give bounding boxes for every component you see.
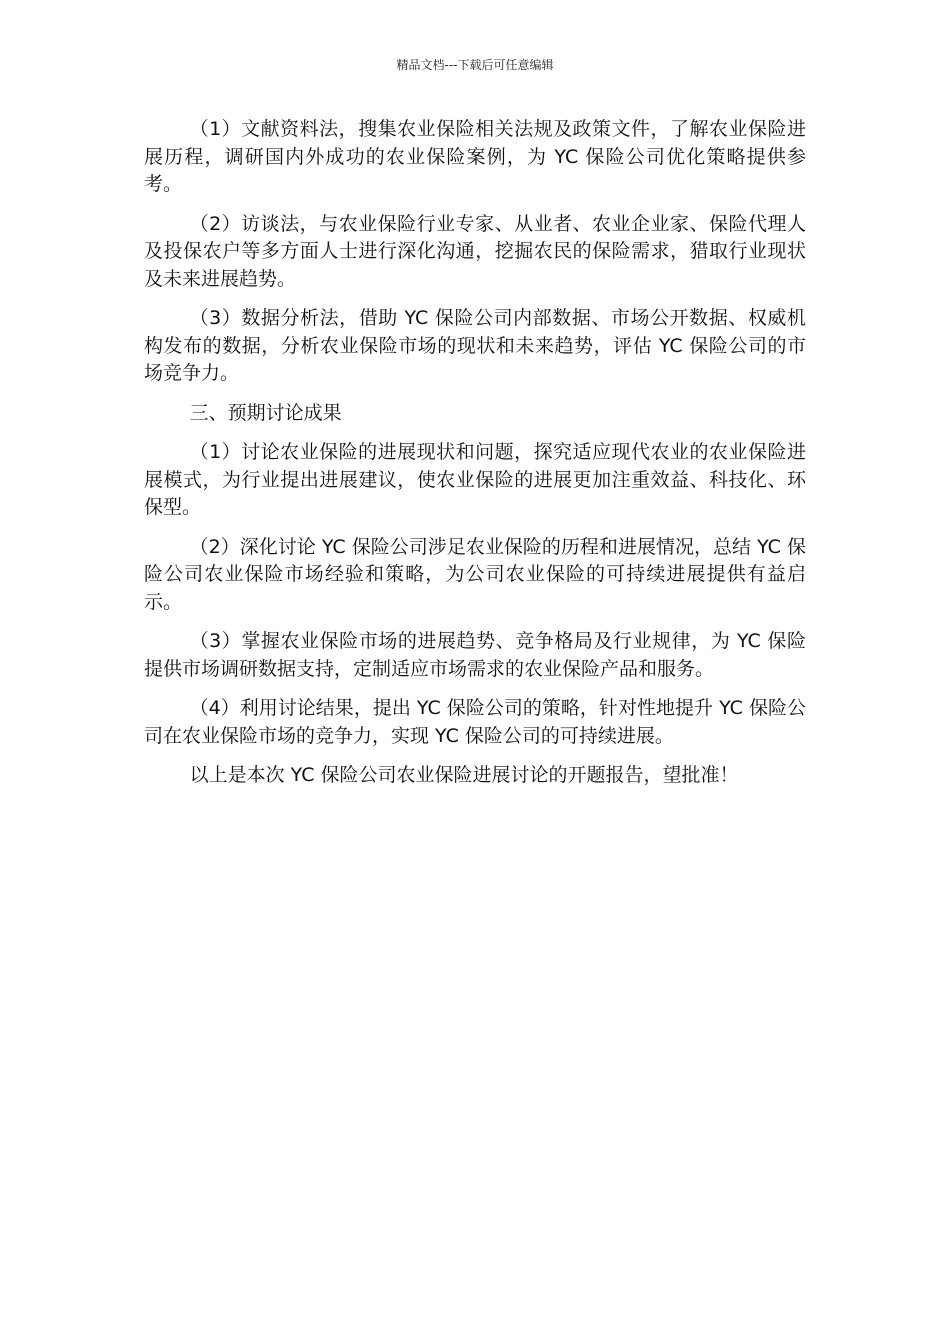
paragraph-result-4: （4）利用讨论结果，提出 YC 保险公司的策略，针对性地提升 YC 保险公司在农业保险市场的竞争力，实现 YC 保险公司的可持续进展。 [144, 697, 806, 747]
section-heading-expected-results: 三、预期讨论成果 [189, 401, 342, 424]
paragraph-result-3: （3）掌握农业保险市场的进展趋势、竞争格局及行业规律，为 YC 保险提供市场调研数据支持，定制适应市场需求的农业保险产品和服务。 [144, 630, 806, 680]
document-body [144, 116, 806, 802]
paragraph-result-1: （1）讨论农业保险的进展现状和问题，探究适应现代农业的农业保险进展模式，为行业提出进展建议，使农业保险的进展更加注重效益、科技化、环保型。 [144, 441, 806, 518]
paragraph-result-2: （2）深化讨论 YC 保险公司涉足农业保险的历程和进展情况，总结 YC 保险公司农业保险市场经验和策略，为公司农业保险的可持续进展提供有益启示。 [144, 535, 806, 613]
page-header: 精品文档---下载后可任意编辑 [396, 58, 554, 72]
paragraph-method-interview: （2）访谈法，与农业保险行业专家、从业者、农业企业家、保险代理人及投保农户等多方面人士进行深化沟通，挖掘农民的保险需求，猎取行业现状及未来进展趋势。 [144, 212, 806, 290]
paragraph-method-data-analysis: （3）数据分析法，借助 YC 保险公司内部数据、市场公开数据、权威机构发布的数据，分析农业保险市场的现状和未来趋势，评估 YC 保险公司的市场竞争力。 [144, 307, 806, 384]
paragraph-method-literature: （1）文献资料法，搜集农业保险相关法规及政策文件，了解农业保险进展历程，调研国内外成功的农业保险案例，为 YC 保险公司优化策略提供参考。 [144, 118, 806, 195]
paragraph-closing: 以上是本次 YC 保险公司农业保险进展讨论的开题报告，望批准！ [189, 764, 739, 786]
